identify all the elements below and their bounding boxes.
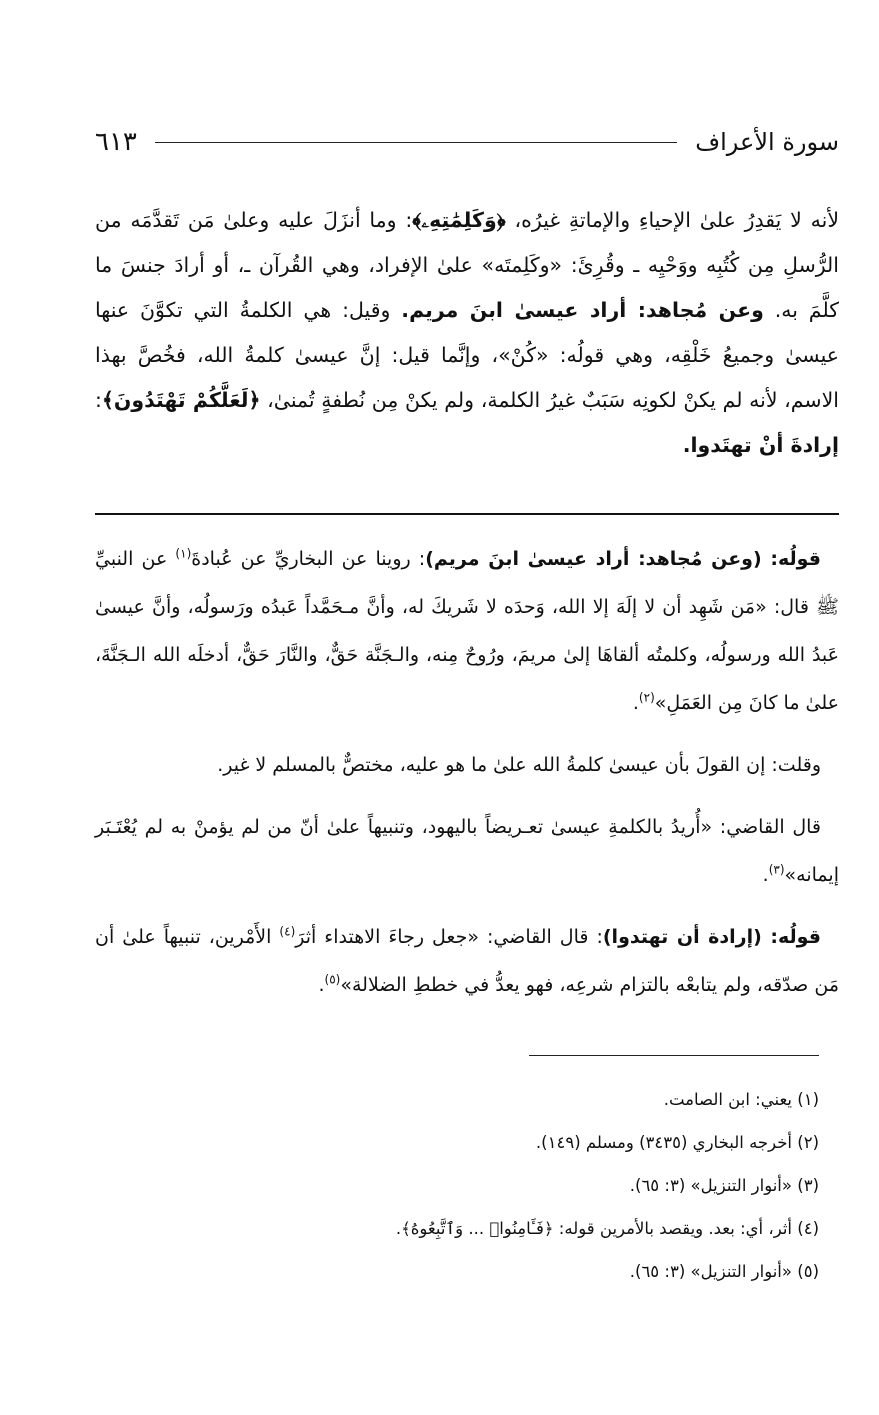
footnote-ref-4: (٤) <box>279 924 296 939</box>
header-rule <box>155 142 677 143</box>
commentary-paragraph-3 <box>95 803 839 899</box>
commentary-text: : قال القاضي: «جعل رجاءَ الاهتداء أثرَ <box>295 926 603 948</box>
footnote-ref-5: (٥) <box>324 972 341 987</box>
main-text-segment: وقيل: هي الكلمةُ التي تكوَّنَ عنها عيسىٰ وجميعُ خَلْقِه، وهي قولُه: «كُنْ»، وإنَّما قيل: إنَّ عيسىٰ كلمةُ الله، فخُصَّ بهذا الاسم، لأنه لم يكنْ لكونِه سَبَبٌ غيرُ الكلمة، ولم يكنْ مِن نُطفةٍ تُمنىٰ، <box>95 298 839 412</box>
mujahid-quote: وعن مُجاهد: أراد عيسىٰ ابنَ مريم. <box>401 298 764 322</box>
quran-verse-tahtadun: ﴿لَعَلَّكُمْ تَهْتَدُونَ﴾ <box>101 388 261 412</box>
footnote-item: (٥) «أنوار التنزيل» (٣: ٦٥). <box>629 1262 819 1281</box>
main-text-segment: : <box>95 388 102 412</box>
main-text-segment: : وما أنزَلَ عليه وعلىٰ مَن تَقدَّمَه من الرُّسلِ مِن كُتُبِه ووَحْيِه ـ وقُرِئَ: «وكَلِمتَه» علىٰ الإفراد، وهي القُرآن ـ، أو أرادَ جنسَ ما كلَّمَ به. <box>95 208 839 322</box>
footnote-item: (٢) أخرجه البخاري (٣٤٣٥) ومسلم (١٤٩). <box>535 1133 819 1152</box>
commentary-text: . <box>632 692 639 714</box>
commentary-text: الأَمْرين، تنبيهاً علىٰ أن مَن صدّقه، ولم يتابعْه بالتزام شرعِه، فهو يعدُّ في خططِ الضلالة» <box>95 926 839 996</box>
commentary-text: : روينا عن البخاريِّ عن عُبادةَ <box>191 548 426 570</box>
text-separator-rule <box>95 513 839 515</box>
commentary-lead: قولُه: (إرادة أن تهتدوا) <box>602 926 821 948</box>
surah-title: سورة الأعراف <box>695 128 839 156</box>
footnote-ref-1: (١) <box>175 546 192 561</box>
commentary-text: عن النبيِّ ﷺ قال: «مَن شَهِد أن لا إلَهَ إلا الله، وَحدَه لا شَريكَ له، وأنَّ مـحَمَّداً عَبدُه ورَسولُه، وأنَّ عيسىٰ عَبدُ الله ورسولُه، وكلمتُه ألقاهَا إلىٰ مريمَ، ورُوحٌ مِنه، والـجَنَّة حَقٌّ، والنَّارَ حَقٌّ، أدخلَه الله الـجَنَّةَ، علىٰ ما كانَ مِن العَمَلِ» <box>95 548 839 714</box>
commentary-paragraph-1 <box>95 535 839 727</box>
footnotes <box>95 1078 819 1293</box>
tahtadun-gloss: إرادةَ أنْ تهتَدوا. <box>682 433 839 457</box>
footnote-item: (١) يعني: ابن الصامت. <box>663 1090 819 1109</box>
footnote-ref-2: (٢) <box>638 690 655 705</box>
page-number: ٦١٣ <box>95 127 137 157</box>
quran-verse-kalimatihi: ﴿وَكَلِمَٰتِهِۦ﴾ <box>412 208 506 232</box>
commentary-text: قال القاضي: «أُريدُ بالكلمةِ عيسىٰ تعـريضاً باليهود، وتنبيهاً علىٰ أنّ من لم يؤمنْ به لم يُعْتَـبَر إيمانه» <box>95 816 839 886</box>
commentary-text: . <box>762 864 769 886</box>
commentary-text: . <box>318 974 325 996</box>
page-header <box>95 122 839 162</box>
footnote-item: (٣) «أنوار التنزيل» (٣: ٦٥). <box>629 1176 819 1195</box>
commentary-lead: قولُه: (وعن مُجاهد: أراد عيسىٰ ابنَ مريم) <box>425 548 821 570</box>
main-paragraph <box>95 198 839 468</box>
main-text-segment: لأنه لا يَقدِرُ علىٰ الإحياءِ والإماتةِ غيرُه، <box>505 208 840 232</box>
footnote-rule <box>529 1055 819 1056</box>
footnote-item: (٤) أثر، أي: بعد. ويقصد بالأمرين قوله: ﴿فَـَٔامِنُوا۟ ... وَٱتَّبِعُوهُ﴾. <box>395 1219 819 1238</box>
footnote-ref-3: (٣) <box>768 862 785 877</box>
commentary-paragraph-4 <box>95 913 839 1009</box>
main-tafsir-text <box>95 198 839 468</box>
commentary-paragraph-2: وقلت: إن القولَ بأن عيسىٰ كلمةُ الله علىٰ ما هو عليه، مختصٌّ بالمسلم لا غير. <box>217 754 821 776</box>
commentary-section <box>95 535 839 1023</box>
